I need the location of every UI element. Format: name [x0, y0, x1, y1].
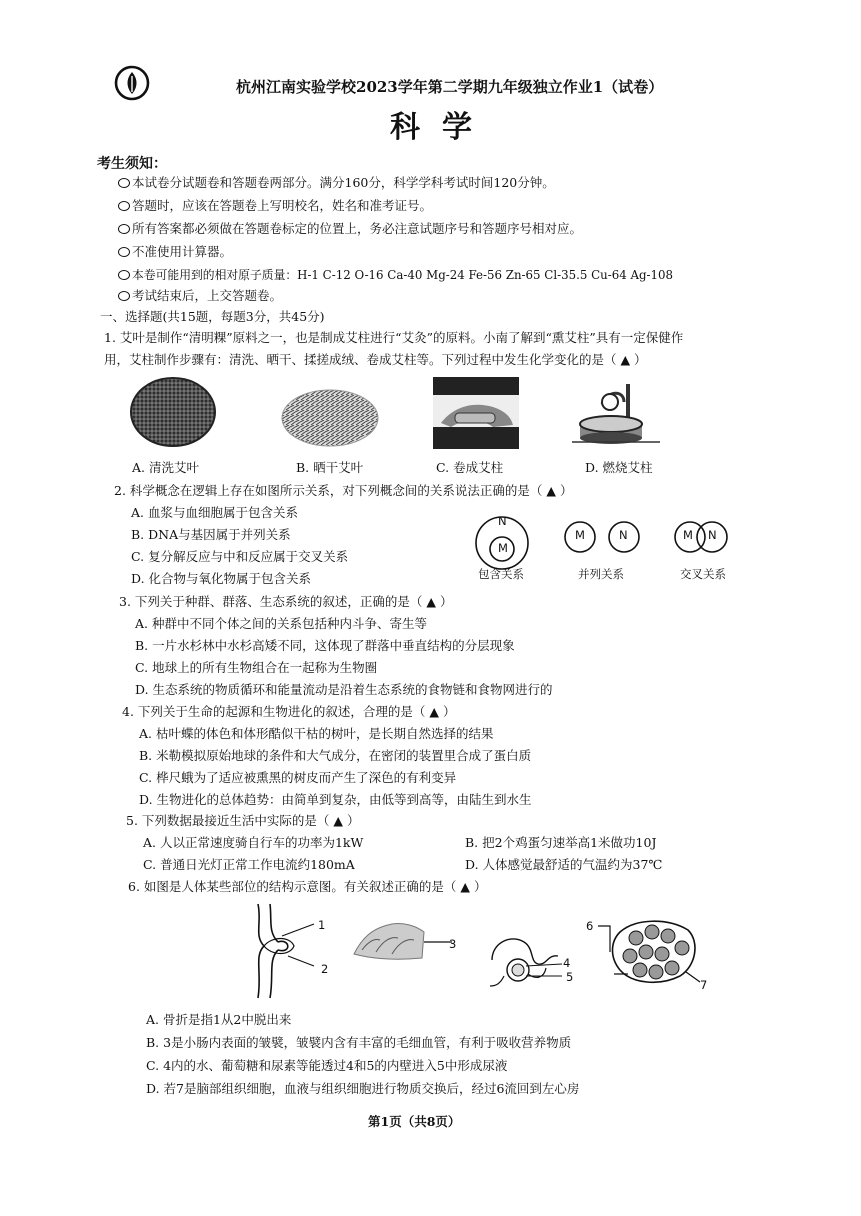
- tissue-capillary-figure: [596, 912, 706, 992]
- drying-leaves-photo: [280, 380, 380, 448]
- question-1-line1: 1. 艾叶是制作“清明粿”原料之一，也是制成艾柱进行“艾灸”的原料。小南了解到“熏艾柱”具有一定保健作: [104, 330, 684, 345]
- q3-option-b: B. 一片水杉林中水杉高矮不同，这体现了群落中垂直结构的分层现象: [135, 638, 515, 653]
- washing-leaves-photo: [129, 376, 217, 448]
- intestine-villi-figure: [352, 918, 458, 962]
- q1-option-b: B. 晒干艾叶: [296, 460, 364, 475]
- school-logo: [113, 64, 151, 102]
- bullet-circle-icon: [118, 247, 130, 257]
- notice-item: 不准使用计算器。: [118, 244, 232, 260]
- q2-option-c: C. 复分解反应与中和反应属于交叉关系: [131, 549, 349, 564]
- q6-option-b: B. 3是小肠内表面的皱襞，皱襞内含有丰富的毛细血管，有利于吸收营养物质: [146, 1035, 572, 1050]
- page-footer: 第1页（共8页）: [368, 1114, 461, 1129]
- bullet-circle-icon: [118, 224, 130, 234]
- label-2: 2: [321, 962, 329, 976]
- diagram-label-n: N: [498, 514, 507, 528]
- q5-option-a: A. 人以正常速度骑自行车的功率为1kW: [143, 835, 364, 850]
- notice-item: 本卷可能用到的相对原子质量：H-1 C-12 O-16 Ca-40 Mg-24 Fe-56 Zn-65 Cl-35.5 Cu-64 Ag-108: [118, 267, 673, 283]
- q4-option-a: A. 枯叶蝶的体色和体形酷似干枯的树叶，是长期自然选择的结果: [139, 726, 494, 741]
- notice-item: 本试卷分试题卷和答题卷两部分。满分160分，科学学科考试时间120分钟。: [118, 175, 555, 191]
- q3-option-c: C. 地球上的所有生物组合在一起称为生物圈: [135, 660, 378, 675]
- notice-item: 所有答案都必须做在答题卷标定的位置上，务必注意试题序号和答题序号相对应。: [118, 221, 582, 237]
- burning-moxa-photo: [572, 380, 660, 448]
- bullet-circle-icon: [118, 201, 130, 211]
- q5-option-d: D. 人体感觉最舒适的气温约为37℃: [465, 857, 663, 872]
- question-3-stem: 3. 下列关于种群、群落、生态系统的叙述，正确的是（ ▲ ）: [119, 594, 453, 609]
- label-3: 3: [449, 937, 457, 951]
- exam-header-title: 杭州江南实验学校2023学年第二学期九年级独立作业1（试卷）: [236, 78, 664, 96]
- bullet-circle-icon: [118, 291, 130, 301]
- bullet-circle-icon: [118, 270, 130, 280]
- q2-option-d: D. 化合物与氧化物属于包含关系: [131, 571, 312, 586]
- question-2-stem: 2. 科学概念在逻辑上存在如图所示关系，对下列概念间的关系说法正确的是（ ▲ ）: [114, 483, 573, 498]
- q3-option-a: A. 种群中不同个体之间的关系包括种内斗争、寄生等: [135, 616, 427, 631]
- diagram-label-n: N: [708, 528, 717, 542]
- diagram-label-n: N: [619, 528, 628, 542]
- nephron-figure: [486, 920, 566, 992]
- question-6-stem: 6. 如图是人体某些部位的结构示意图。有关叙述正确的是（ ▲ ）: [128, 879, 487, 894]
- q1-option-c: C. 卷成艾柱: [436, 460, 504, 475]
- cross-relation-diagram: [668, 520, 740, 554]
- bullet-circle-icon: [118, 178, 130, 188]
- q2-option-b: B. DNA与基因属于并列关系: [131, 527, 291, 542]
- label-7: 7: [700, 978, 708, 992]
- q4-option-c: C. 桦尺蛾为了适应被熏黑的树皮而产生了深色的有利变异: [139, 770, 457, 785]
- q3-option-d: D. 生态系统的物质循环和能量流动是沿着生态系统的食物链和食物网进行的: [135, 682, 553, 697]
- question-4-stem: 4. 下列关于生命的起源和生物进化的叙述，合理的是（ ▲ ）: [122, 704, 456, 719]
- question-1-line2: 用，艾柱制作步骤有：清洗、晒干、揉搓成绒、卷成艾柱等。下列过程中发生化学变化的是（ ▲ ）: [104, 352, 647, 367]
- diagram-label-m: M: [498, 541, 508, 555]
- joint-structure-figure: [244, 902, 334, 1000]
- q1-option-a: A. 清洗艾叶: [132, 460, 199, 475]
- rolling-moxa-photo: [433, 377, 519, 449]
- caption-inclusion: 包含关系: [478, 567, 524, 581]
- q2-option-a: A. 血浆与血细胞属于包含关系: [131, 505, 298, 520]
- question-5-stem: 5. 下列数据最接近生活中实际的是（ ▲ ）: [126, 813, 360, 828]
- label-5: 5: [566, 970, 574, 984]
- q5-option-c: C. 普通日光灯正常工作电流约180mA: [143, 857, 355, 872]
- diagram-label-m: M: [683, 528, 693, 542]
- label-4: 4: [563, 956, 571, 970]
- parallel-relation-diagram: [560, 520, 646, 554]
- diagram-label-m: M: [575, 528, 585, 542]
- notice-item: 考试结束后，上交答题卷。: [118, 288, 282, 304]
- notice-title: 考生须知：: [97, 156, 167, 172]
- q6-option-c: C. 4内的水、葡萄糖和尿素等能透过4和5的内壁进入5中形成尿液: [146, 1058, 508, 1073]
- q6-option-d: D. 若7是脑部组织细胞，血液与组织细胞进行物质交换后，经过6流回到左心房: [146, 1081, 580, 1096]
- label-6: 6: [586, 919, 594, 933]
- notice-item: 答题时，应该在答题卷上写明校名，姓名和准考证号。: [118, 198, 432, 214]
- caption-parallel: 并列关系: [578, 567, 624, 581]
- q4-option-d: D. 生物进化的总体趋势：由简单到复杂，由低等到高等，由陆生到水生: [139, 792, 532, 807]
- label-1: 1: [318, 918, 326, 932]
- q5-option-b: B. 把2个鸡蛋匀速举高1米做功10J: [465, 835, 657, 850]
- caption-cross: 交叉关系: [680, 567, 726, 581]
- q1-option-d: D. 燃烧艾柱: [585, 460, 653, 475]
- subject-title: 科学: [390, 110, 494, 145]
- section-heading: 一、选择题(共15题，每题3分，共45分): [100, 309, 325, 324]
- q4-option-b: B. 米勒模拟原始地球的条件和大气成分，在密闭的装置里合成了蛋白质: [139, 748, 532, 763]
- q6-option-a: A. 骨折是指1从2中脱出来: [146, 1012, 292, 1027]
